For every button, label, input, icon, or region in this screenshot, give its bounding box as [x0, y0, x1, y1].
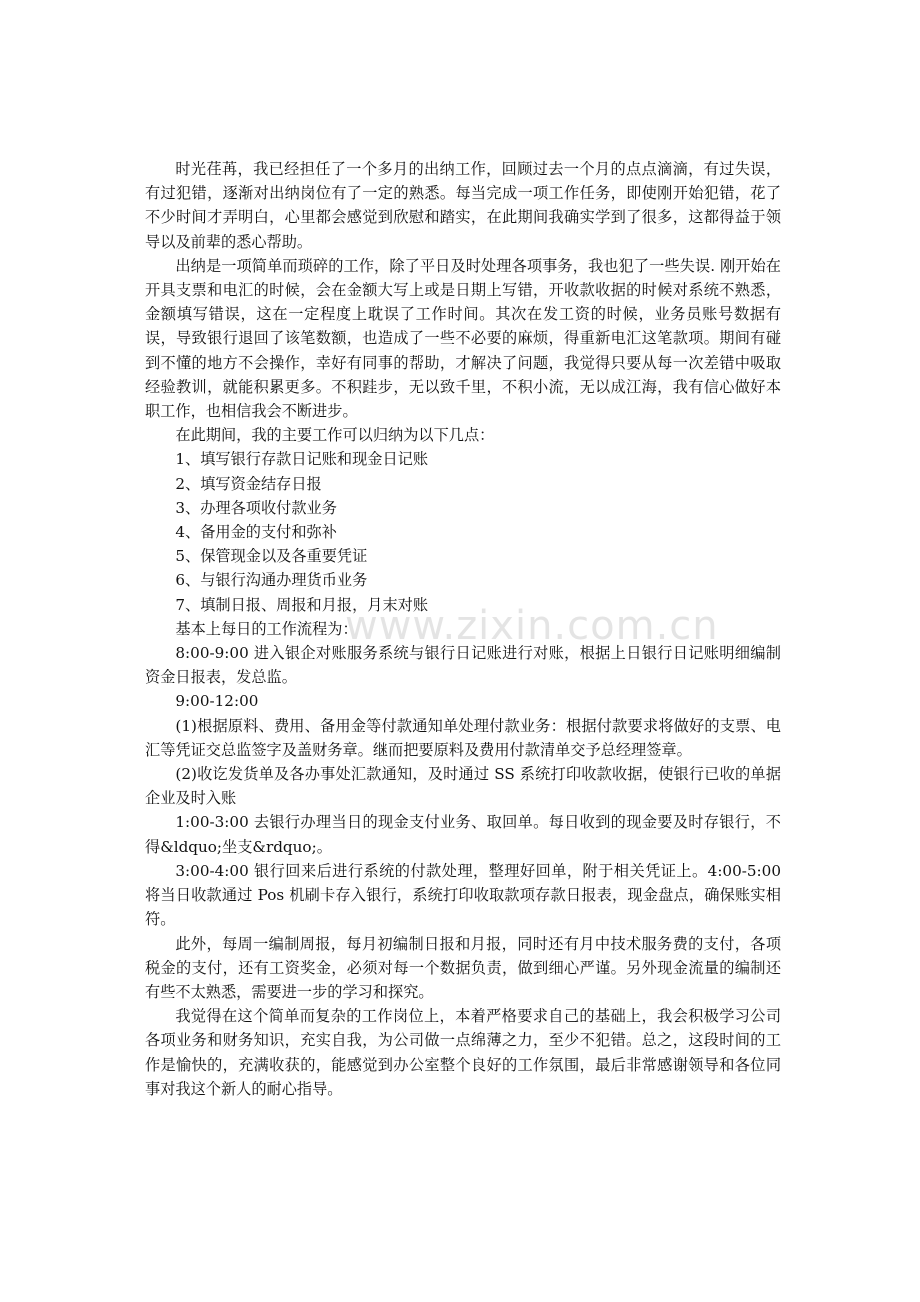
document-body: [145, 157, 781, 1101]
paragraph-workflow-8-9: 8:00-9:00 进入银企对账服务系统与银行日记账进行对账，根据上日银行日记账明细编制资金日报表，发总监。: [145, 644, 781, 687]
paragraph-workflow-intro: 基本上每日的工作流程为：: [175, 619, 358, 638]
list-item-duty-2: 2、填写资金结存日报: [175, 474, 322, 493]
list-item-duty-4: 4、备用金的支付和弥补: [175, 523, 337, 542]
paragraph-periodic-reports: 此外，每周一编制周报，每月初编制日报和月报，同时还有月中技术服务费的支付，各项税金的支付，还有工资奖金，必须对每一个数据负责，做到细心严谨。另外现金流量的编制还有些不太熟悉，需要进一步的学习和探究。: [145, 934, 781, 1001]
list-item-duty-7: 7、填制日报、周报和月报，月末对账: [175, 595, 429, 614]
watermark-text: www.zixin.com.cn: [345, 603, 719, 649]
list-item-duty-5: 5、保管现金以及各重要凭证: [175, 547, 368, 566]
paragraph-workflow-1-3: 1:00-3:00 去银行办理当日的现金支付业务、取回单。每日收到的现金要及时存银行，不得&ldquo;坐支&rdquo;。: [145, 813, 781, 856]
paragraph-workflow-9-12-heading: 9:00-12:00: [175, 692, 259, 711]
paragraph-workflow-item-1: (1)根据原料、费用、备用金等付款通知单处理付款业务：根据付款要求将做好的支票、电汇等凭证交总监签字及盖财务章。继而把要原料及费用付款清单交予总经理签章。: [145, 716, 781, 759]
paragraph-intro: 时光荏苒，我已经担任了一个多月的出纳工作，回顾过去一个月的点点滴滴，有过失误，有过犯错，逐渐对出纳岗位有了一定的熟悉。每当完成一项工作任务，即使刚开始犯错，花了不少时间才弄明白，心里都会感觉到欣慰和踏实，在此期间我确实学到了很多，这都得益于领导以及前辈的悉心帮助。: [145, 160, 781, 251]
paragraph-duties-intro: 在此期间，我的主要工作可以归纳为以下几点：: [175, 426, 495, 445]
list-item-duty-3: 3、办理各项收付款业务: [175, 498, 337, 517]
paragraph-workflow-3-5: 3:00-4:00 银行回来后进行系统的付款处理，整理好回单，附于相关凭证上。4:00-5:00 将当日收款通过 Pos 机刷卡存入银行，系统打印收取款项存款日报表，现金盘点，确保账实相符。: [145, 861, 781, 929]
list-item-duty-6: 6、与银行沟通办理货币业务: [175, 571, 368, 590]
paragraph-mistakes: 出纳是一项简单而琐碎的工作，除了平日及时处理各项事务，我也犯了一些失误. 刚开始在开具支票和电汇的时候，会在金额大写上或是日期上写错，开收款收据的时候对系统不熟悉，金额填写错误，这在一定程度上耽误了工作时间。其次在发工资的时候，业务员账号数据有误，导致银行退回了该笔数额，也造成了一些不必要的麻烦，得重新电汇这笔款项。期间有碰到不懂的地方不会操作，幸好有同事的帮助，才解决了问题，我觉得只要从每一次差错中吸取经验教训，就能积累更多。不积跬步，无以致千里，不积小流，无以成江海，我有信心做好本职工作，也相信我会不断进步。: [145, 256, 781, 421]
paragraph-conclusion: 我觉得在这个简单而复杂的工作岗位上，本着严格要求自己的基础上，我会积极学习公司各项业务和财务知识，充实自我，为公司做一点绵薄之力，至少不犯错。总之，这段时间的工作是愉快的，充满收获的，能感觉到办公室整个良好的工作氛围，最后非常感谢领导和各位同事对我这个新人的耐心指导。: [145, 1007, 781, 1098]
paragraph-workflow-item-2: (2)收讫发货单及各办事处汇款通知，及时通过 SS 系统打印收款收据，使银行已收的单据企业及时入账: [145, 765, 781, 808]
list-item-duty-1: 1、填写银行存款日记账和现金日记账: [175, 450, 429, 469]
